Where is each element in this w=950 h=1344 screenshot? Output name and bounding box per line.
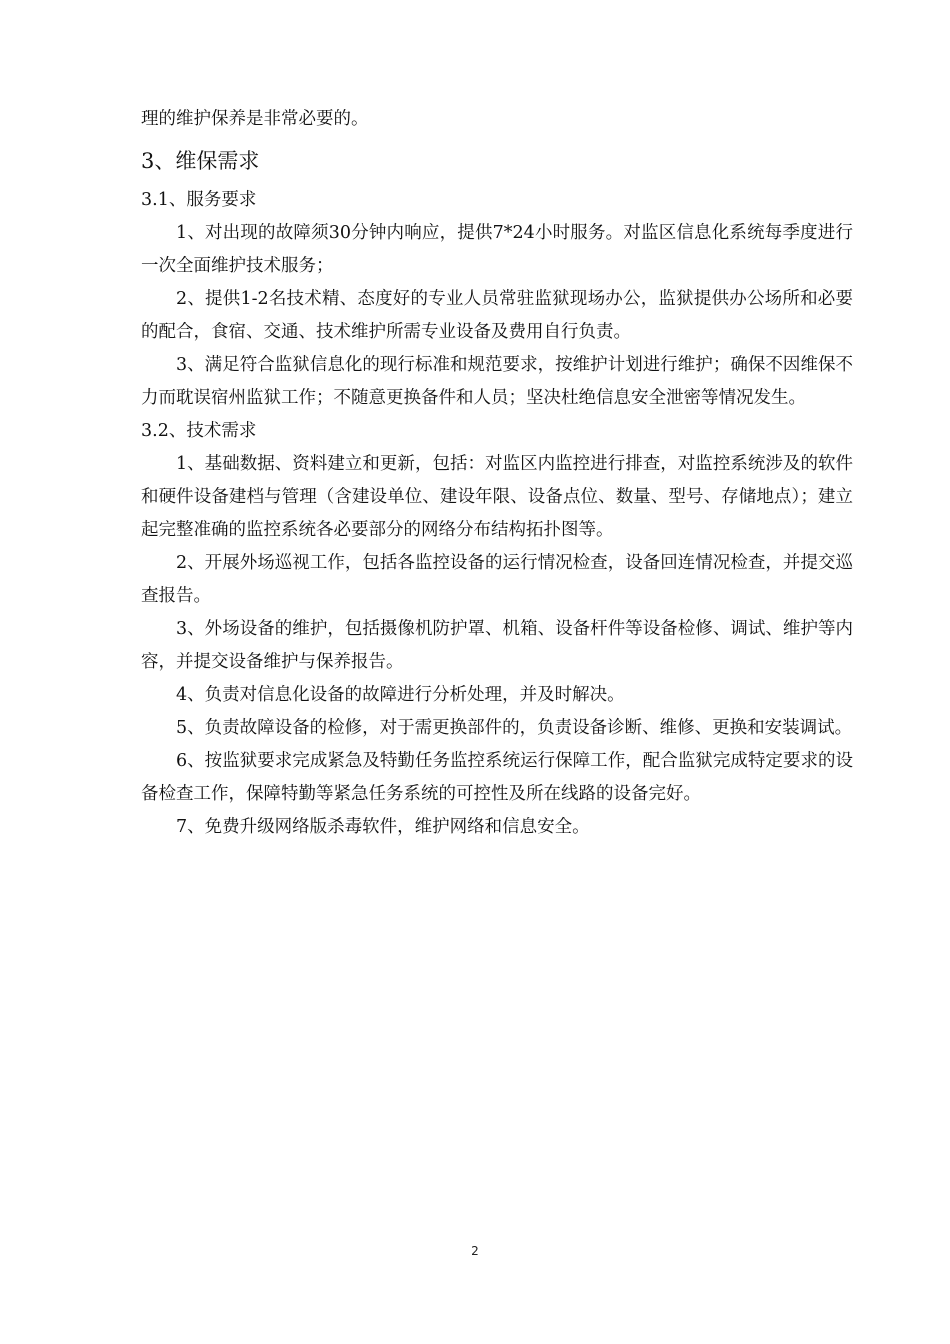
page-number: 2 (471, 1244, 479, 1258)
service-item-2: 2、提供1-2名技术精、态度好的专业人员常驻监狱现场办公，监狱提供办公场所和必要的配合，食宿、交通、技术维护所需专业设备及费用自行负责。 (141, 289, 853, 342)
tech-item-6: 6、按监狱要求完成紧急及特勤任务监控系统运行保障工作，配合监狱完成特定要求的设备检查工作，保障特勤等紧急任务系统的可控性及所在线路的设备完好。 (141, 751, 853, 804)
tech-item-2: 2、开展外场巡视工作，包括各监控设备的运行情况检查，设备回连情况检查，并提交巡查报告。 (141, 553, 853, 606)
tech-item-1: 1、基础数据、资料建立和更新，包括：对监区内监控进行排查，对监控系统涉及的软件和硬件设备建档与管理（含建设单位、建设年限、设备点位、数量、型号、存储地点）；建立起完整准确的监控系统各必要部分的网络分布结构拓扑图等。 (141, 454, 853, 540)
subsection-heading-tech: 3.2、技术需求 (141, 421, 257, 441)
service-item-3: 3、满足符合监狱信息化的现行标准和规范要求，按维护计划进行维护；确保不因维保不力而耽误宿州监狱工作；不随意更换备件和人员；坚决杜绝信息安全泄密等情况发生。 (141, 355, 853, 408)
tech-item-4: 4、负责对信息化设备的故障进行分析处理，并及时解决。 (176, 685, 625, 705)
page-content (141, 103, 853, 844)
service-item-1: 1、对出现的故障须30分钟内响应，提供7*24小时服务。对监区信息化系统每季度进行一次全面维护技术服务； (141, 223, 853, 276)
tech-item-7: 7、免费升级网络版杀毒软件，维护网络和信息安全。 (176, 817, 590, 837)
subsection-heading-service: 3.1、服务要求 (141, 190, 257, 210)
intro-line: 理的维护保养是非常必要的。 (141, 109, 369, 129)
tech-item-3: 3、外场设备的维护，包括摄像机防护罩、机箱、设备杆件等设备检修、调试、维护等内容，并提交设备维护与保养报告。 (141, 619, 853, 672)
section-heading: 3、维保需求 (141, 149, 260, 173)
tech-item-5: 5、负责故障设备的检修，对于需更换部件的，负责设备诊断、维修、更换和安装调试。 (176, 718, 853, 738)
